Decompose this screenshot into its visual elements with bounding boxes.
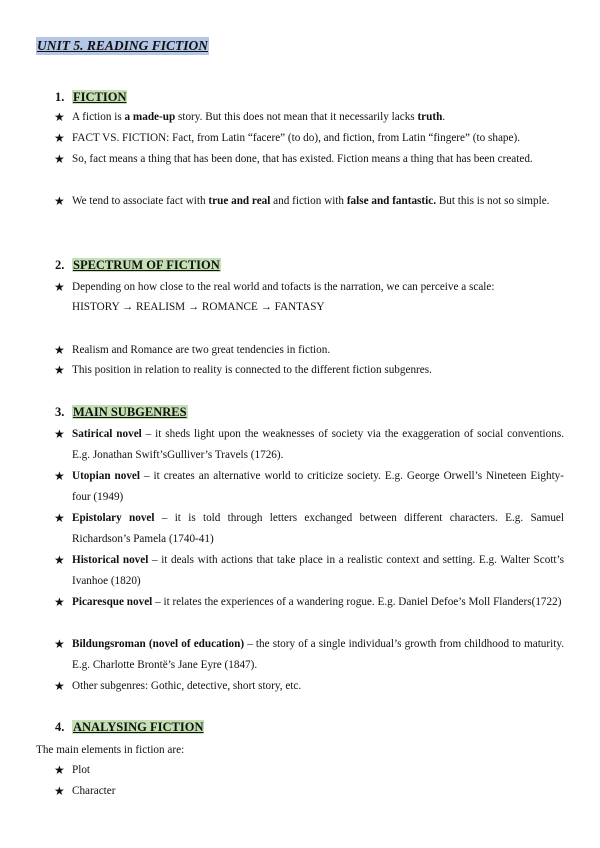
star-bullet-icon: ★ <box>54 110 65 124</box>
section-heading-fiction <box>55 89 127 105</box>
spectrum-scale: HISTORY → REALISM → ROMANCE → FANTASY <box>72 301 325 313</box>
star-bullet-icon: ★ <box>54 469 65 483</box>
star-bullet-icon: ★ <box>54 511 65 525</box>
star-bullet-icon: ★ <box>54 763 65 777</box>
star-bullet-icon: ★ <box>54 343 65 357</box>
list-item: ★ So, fact means a thing that has been done, that has existed. Fiction means a thing that has been created. <box>54 149 564 170</box>
list-item: ★ Depending on how close to the real world and tofacts is the narration, we can perceive a scale: <box>54 277 564 298</box>
section-heading-spectrum <box>55 257 221 273</box>
star-bullet-icon: ★ <box>54 553 65 567</box>
section-heading-subgenres <box>55 404 188 420</box>
star-bullet-icon: ★ <box>54 131 65 145</box>
list-item: ★ A fiction is a made-up story. But this does not mean that it necessarily lacks truth. <box>54 107 564 128</box>
section-title: ANALYSING FICTION <box>73 720 204 734</box>
star-bullet-icon: ★ <box>54 679 65 693</box>
star-bullet-icon: ★ <box>54 280 65 294</box>
section-intro: The main elements in fiction are: <box>36 744 185 756</box>
list-item: ★ Historical novel – it deals with actions that take place in a realistic context and setting. E.g. Walter Scott’s Ivanhoe (1820) <box>54 550 564 592</box>
section-number: 1. <box>55 90 65 104</box>
section-title: SPECTRUM OF FICTION <box>73 258 220 272</box>
list-item: ★ Utopian novel – it creates an alternative world to criticize society. E.g. George Orwell’s Nineteen Eighty-four (1949) <box>54 466 564 508</box>
star-bullet-icon: ★ <box>54 194 65 208</box>
list-item: ★ FACT VS. FICTION: Fact, from Latin “facere” (to do), and fiction, from Latin “fingere” (to shape). <box>54 128 564 149</box>
list-item: ★ Plot <box>54 760 564 781</box>
section-title: FICTION <box>73 90 127 104</box>
list-item: ★ Satirical novel – it sheds light upon the weaknesses of society via the exaggeration of social conventions. E.g. Jonathan Swift’sGulliver’s Travels (1726). <box>54 424 564 466</box>
list-item: ★ Other subgenres: Gothic, detective, short story, etc. <box>54 676 564 697</box>
star-bullet-icon: ★ <box>54 637 65 651</box>
star-bullet-icon: ★ <box>54 363 65 377</box>
section-number: 2. <box>55 258 65 272</box>
unit-title: UNIT 5. READING FICTION <box>37 38 209 53</box>
star-bullet-icon: ★ <box>54 152 65 166</box>
section-number: 3. <box>55 405 65 419</box>
section-title: MAIN SUBGENRES <box>73 405 187 419</box>
list-item: ★ Realism and Romance are two great tendencies in fiction. <box>54 340 564 361</box>
list-item: ★ This position in relation to reality is connected to the different fiction subgenres. <box>54 360 564 381</box>
star-bullet-icon: ★ <box>54 595 65 609</box>
list-item: ★ Epistolary novel – it is told through letters exchanged between different characters. E.g. Samuel Richardson’s Pamela (1740-41) <box>54 508 564 550</box>
list-item: ★ Picaresque novel – it relates the experiences of a wandering rogue. E.g. Daniel Defoe’s Moll Flanders(1722) <box>54 592 564 613</box>
list-item: ★ We tend to associate fact with true and real and fiction with false and fantastic. But this is not so simple. <box>54 191 564 212</box>
star-bullet-icon: ★ <box>54 784 65 798</box>
section-number: 4. <box>55 720 65 734</box>
list-item: ★ Character <box>54 781 564 802</box>
star-bullet-icon: ★ <box>54 427 65 441</box>
section-heading-analysing <box>55 719 204 735</box>
list-item: ★ Bildungsroman (novel of education) – the story of a single individual’s growth from childhood to maturity. E.g. Charlotte Brontë’s Jane Eyre (1847). <box>54 634 564 676</box>
